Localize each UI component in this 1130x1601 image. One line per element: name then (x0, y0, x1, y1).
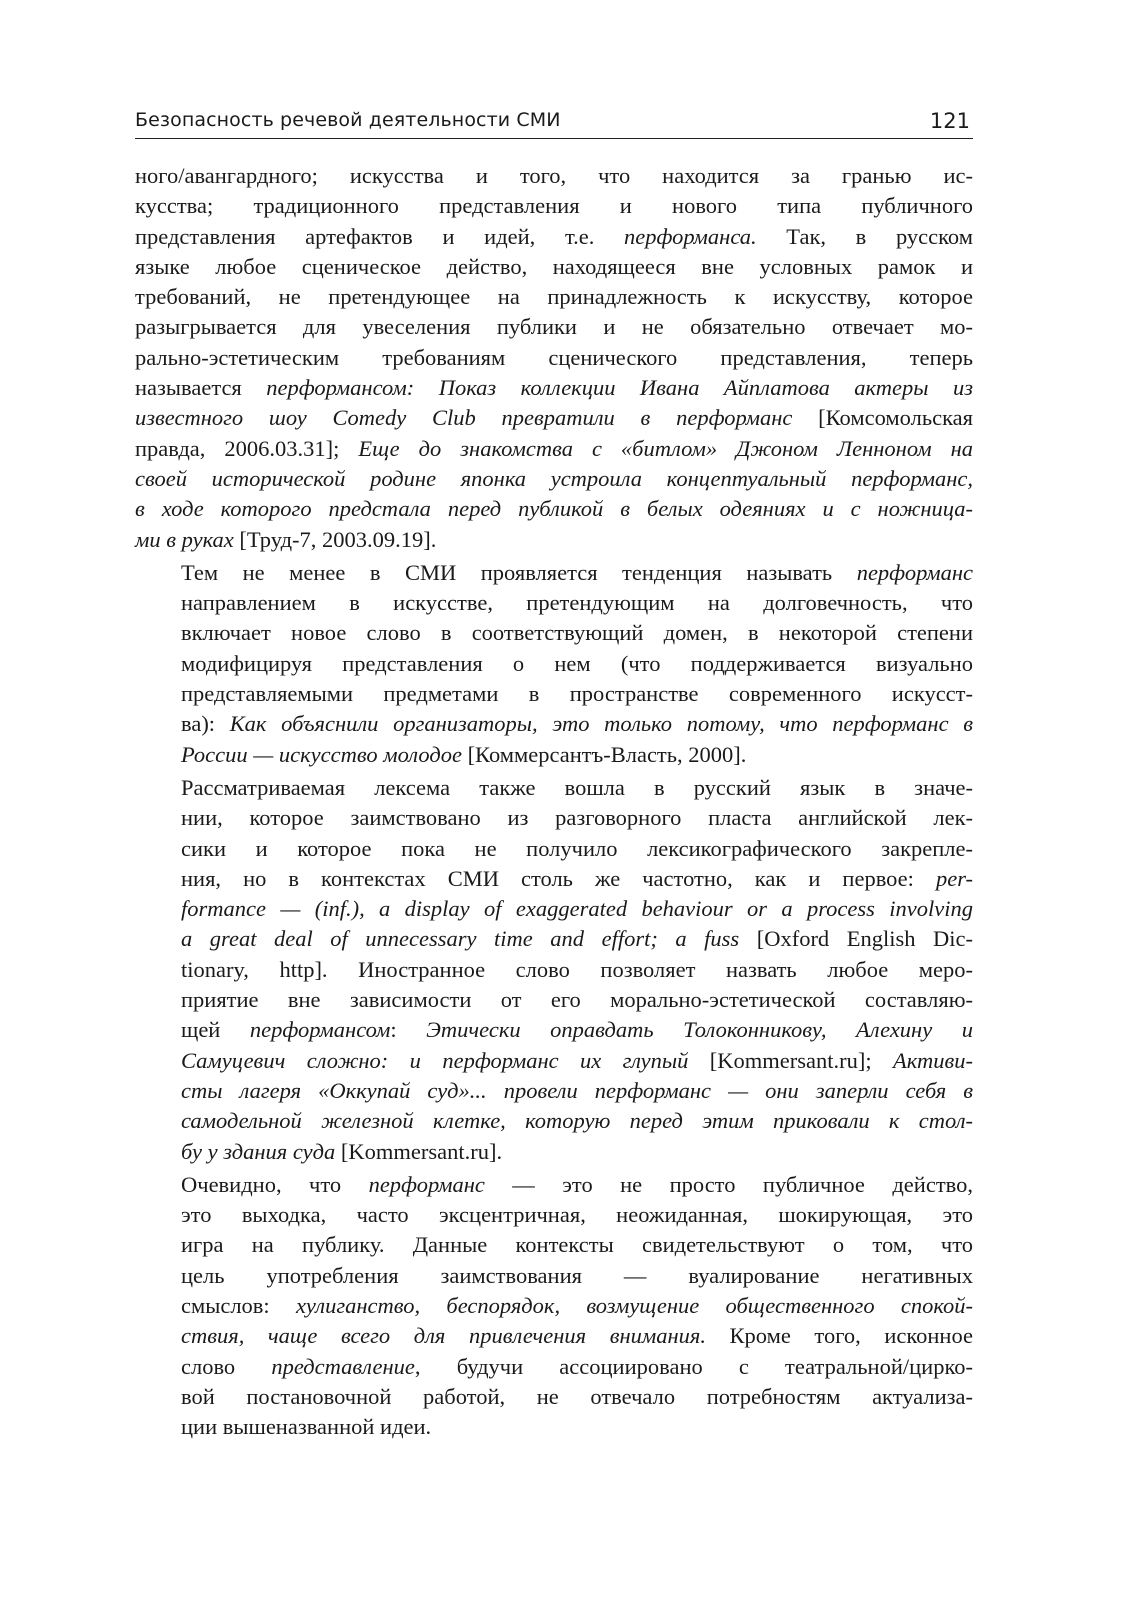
text-run: разыгрывается для увеселения публики и не обязательно отвечает мо- (135, 314, 973, 340)
text-line (135, 1352, 973, 1382)
text-run: [Kommersant.ru]; (688, 1047, 893, 1073)
text-line (135, 588, 973, 618)
text-line (135, 1291, 973, 1321)
text-run: : (390, 1017, 427, 1043)
text-run: направлением в искусстве, претендующим на долговечность, что (181, 590, 973, 616)
italic-run: перформанс (368, 1171, 485, 1197)
text-line (135, 618, 973, 648)
italic-run: хулиганство, беспорядок, возмущение общественного спокой- (295, 1292, 973, 1318)
text-line (135, 955, 973, 985)
text-run: называется (135, 375, 267, 401)
text-run: [Коммерсантъ-Власть, 2000]. (461, 741, 747, 767)
italic-run: Еще до знакомства с «битлом» Джоном Ленноном на (358, 435, 973, 461)
text-run: [Труд-7, 2003.09.19]. (233, 526, 437, 552)
text-line (135, 1321, 973, 1351)
text-run: представляемыми предметами в пространстве современного искусст- (181, 681, 973, 707)
text-run: вой постановочной работой, не отвечало потребностям актуализа- (181, 1383, 973, 1409)
text-line (135, 403, 973, 433)
text-line (135, 773, 973, 803)
italic-run: в ходе которого предстала перед публикой в белых одеяниях и с ножница- (135, 496, 973, 522)
text-line (135, 649, 973, 679)
page-number: 121 (929, 109, 970, 133)
text-line (135, 343, 973, 373)
text-line (135, 161, 973, 191)
text-line (135, 525, 973, 555)
text-run: — это не просто публичное действо, (484, 1171, 973, 1197)
italic-run: перформанса. (624, 223, 757, 249)
text-run: ния, но в контекстах СМИ столь же частотно, как и первое: (181, 865, 936, 891)
italic-run: перформансом (249, 1017, 391, 1043)
text-line (135, 494, 973, 524)
text-line (135, 1412, 973, 1442)
paragraph-1 (135, 161, 973, 555)
text-run: игра на публику. Данные контексты свидетельствуют о том, что (181, 1232, 973, 1258)
text-run: щей (181, 1017, 250, 1043)
text-line (135, 312, 973, 342)
body-text (135, 161, 973, 1442)
text-run: Так, в русском (756, 223, 973, 249)
italic-run: своей исторической родине японка устроила концептуальный перформанс, (135, 465, 973, 491)
text-line (135, 803, 973, 833)
paragraph-3 (135, 773, 973, 1167)
italic-run: Как объяснили организаторы, это только потому, что перформанс в (229, 711, 973, 737)
text-line (135, 1137, 973, 1167)
italic-run: самодельной железной клетке, которую перед этим приковали к стол- (181, 1108, 973, 1134)
italic-run: представление (271, 1353, 415, 1379)
text-run: , будучи ассоциировано с театральной/цирко- (414, 1353, 973, 1379)
italic-run: известного шоу Comedy Club превратили в перформанс (135, 405, 793, 431)
text-run: смыслов: (181, 1292, 296, 1318)
text-run: [Oxford English Dic- (739, 926, 973, 952)
text-run: представления артефактов и идей, т.е. (135, 223, 625, 249)
running-header (135, 104, 973, 139)
text-line (135, 1046, 973, 1076)
text-run: приятие вне зависимости от его морально-эстетической составляю- (181, 987, 973, 1013)
text-run: включает новое слово в соответствующий домен, в некоторой степени (181, 620, 973, 646)
text-line (135, 1382, 973, 1412)
paragraph-2 (135, 558, 973, 770)
text-run: кусства; традиционного представления и нового типа публичного (135, 193, 973, 219)
text-run: правда, 2006.03.31]; (135, 435, 359, 461)
text-line (135, 1261, 973, 1291)
text-line (135, 834, 973, 864)
italic-run: formance — (inf.), a display of exaggerated behaviour or a process involving (181, 896, 973, 922)
text-run: модифицируя представления о нем (что поддерживается визуально (181, 650, 973, 676)
text-line (135, 558, 973, 588)
text-line (135, 864, 973, 894)
text-line (135, 282, 973, 312)
text-run: ва): (181, 711, 230, 737)
italic-run: a great deal of unnecessary time and effort; a fuss (181, 926, 740, 952)
text-run: ного/авангардного; искусства и того, что находится за гранью ис- (135, 163, 973, 188)
text-run: требований, не претендующее на принадлежность к искусству, которое (135, 284, 973, 310)
paragraph-4 (135, 1170, 973, 1443)
italic-run: Самуцевич сложно: и перформанс их глупый (181, 1047, 689, 1073)
text-line (135, 252, 973, 282)
text-line (135, 679, 973, 709)
italic-run: перформанс (856, 559, 973, 585)
text-line (135, 1015, 973, 1045)
text-run: слово (181, 1353, 272, 1379)
text-line (135, 894, 973, 924)
text-line (135, 464, 973, 494)
text-run: языке любое сценическое действо, находящееся вне условных рамок и (135, 253, 973, 279)
italic-run: России — искусство молодое (181, 741, 462, 767)
text-line (135, 222, 973, 252)
text-run: рально-эстетическим требованиям сценического представления, теперь (135, 344, 973, 370)
text-run: нии, которое заимствовано из разговорного пласта английской лек- (181, 805, 973, 831)
italic-run: перформансом: Показ коллекции Ивана Айплатова актеры из (266, 375, 973, 401)
text-line (135, 1106, 973, 1136)
text-run: Кроме того, исконное (705, 1323, 973, 1349)
italic-run: ми в руках (135, 526, 234, 552)
text-run: tionary, http]. Иностранное слово позволяет назвать любое меро- (181, 956, 973, 982)
text-run: Тем не менее в СМИ проявляется тенденция называть (181, 559, 857, 585)
italic-run: per- (935, 865, 973, 891)
text-line (135, 434, 973, 464)
text-run: [Kommersant.ru]. (335, 1138, 503, 1164)
italic-run: Активи- (893, 1047, 973, 1073)
running-title: Безопасность речевой деятельности СМИ (135, 109, 561, 131)
text-run: Рассматриваемая лексема также вошла в русский язык в значе- (181, 774, 973, 800)
text-line (135, 1230, 973, 1260)
text-line (135, 1200, 973, 1230)
italic-run: бу у здания суда (181, 1138, 336, 1164)
text-line (135, 1076, 973, 1106)
text-run: сики и которое пока не получило лексикографического закрепле- (181, 835, 973, 861)
italic-run: сты лагеря «Оккупай суд»... провели перформанс — они заперли себя в (181, 1077, 973, 1103)
text-line (135, 1170, 973, 1200)
text-line (135, 191, 973, 221)
text-run: Очевидно, что (181, 1171, 369, 1197)
text-line (135, 985, 973, 1015)
text-run: ции вышеназванной идеи. (181, 1414, 432, 1440)
text-line (135, 924, 973, 954)
text-line (135, 373, 973, 403)
text-run: цель употребления заимствования — вуалирование негативных (181, 1262, 973, 1288)
italic-run: Этически оправдать Толоконникову, Алехину и (426, 1017, 973, 1043)
text-line (135, 740, 973, 770)
italic-run: ствия, чаще всего для привлечения внимания. (181, 1323, 706, 1349)
text-line (135, 709, 973, 739)
text-run: [Комсомольская (792, 405, 973, 431)
text-run: это выходка, часто эксцентричная, неожиданная, шокирующая, это (181, 1202, 973, 1228)
